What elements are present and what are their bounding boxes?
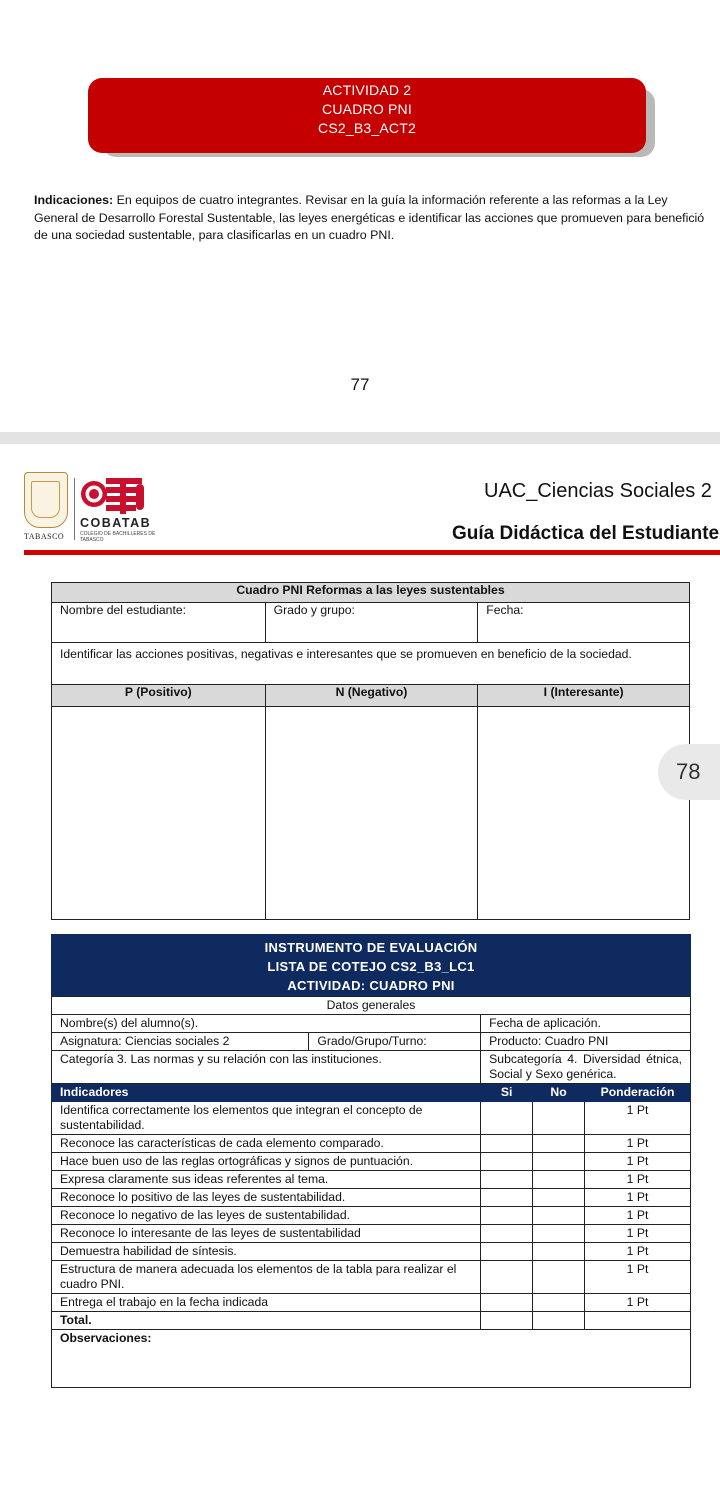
indicator-row: [52, 1102, 691, 1135]
indicator-row: [52, 1189, 691, 1207]
page-number-78: 78: [676, 759, 701, 784]
subcategory-field: Subcategoría 4. Diversidad étnica, Social y Sexo genérica.: [481, 1051, 691, 1084]
no-checkbox[interactable]: [533, 1189, 585, 1207]
negative-cell[interactable]: [265, 707, 478, 920]
interesting-cell[interactable]: [478, 707, 690, 920]
total-label: Total.: [52, 1312, 481, 1330]
indicator-text: Entrega el trabajo en la fecha indicada: [52, 1294, 481, 1312]
total-weight-cell[interactable]: [585, 1312, 691, 1330]
indicator-weight: 1 Pt: [585, 1207, 691, 1225]
indicator-weight: 1 Pt: [585, 1153, 691, 1171]
logo-separator: [74, 478, 75, 540]
guide-title: Guía Didáctica del Estudiante: [452, 523, 720, 544]
product-field: Producto: Cuadro PNI: [481, 1033, 691, 1051]
indicator-text: Reconoce las características de cada elemento comparado.: [52, 1135, 481, 1153]
no-checkbox[interactable]: [533, 1261, 585, 1294]
grade-group-shift-field[interactable]: Grado/Grupo/Turno:: [309, 1033, 481, 1051]
indicator-row: [52, 1135, 691, 1153]
indicator-text: Identifica correctamente los elementos que integran el concepto de sustentabilidad.: [52, 1102, 481, 1135]
page-77: [0, 0, 720, 432]
page-number-tab: [658, 744, 720, 800]
evaluation-table: [51, 996, 691, 1388]
indicator-row: [52, 1153, 691, 1171]
indicator-text: Reconoce lo interesante de las leyes de sustentabilidad: [52, 1225, 481, 1243]
column-positive-header: P (Positivo): [52, 685, 266, 707]
page-number-77: 77: [350, 375, 370, 394]
evaluation-title-2: LISTA DE COTEJO CS2_B3_LC1: [267, 959, 475, 974]
yes-checkbox[interactable]: [481, 1261, 533, 1294]
subject-field: Asignatura: Ciencias sociales 2: [52, 1033, 309, 1051]
indicator-text: Expresa claramente sus ideas referentes al tema.: [52, 1171, 481, 1189]
observations-field[interactable]: Observaciones:: [52, 1330, 691, 1388]
general-data-heading: Datos generales: [52, 997, 691, 1015]
pni-caption: Cuadro PNI Reformas a las leyes sustentables: [52, 583, 690, 603]
indicator-weight: 1 Pt: [585, 1261, 691, 1294]
cobatab-wordmark: COBATAB: [80, 516, 152, 530]
indicator-text: Estructura de manera adecuada los elementos de la tabla para realizar el cuadro PNI.: [52, 1261, 481, 1294]
total-no-cell[interactable]: [533, 1312, 585, 1330]
no-checkbox[interactable]: [533, 1243, 585, 1261]
indicator-text: Reconoce lo positivo de las leyes de sustentabilidad.: [52, 1189, 481, 1207]
yes-checkbox[interactable]: [481, 1171, 533, 1189]
date-field[interactable]: Fecha:: [478, 603, 690, 643]
banner-line-3: CS2_B3_ACT2: [318, 120, 416, 136]
yes-checkbox[interactable]: [481, 1153, 533, 1171]
evaluation-title-1: INSTRUMENTO DE EVALUACIÓN: [264, 940, 478, 955]
no-checkbox[interactable]: [533, 1153, 585, 1171]
indicator-text: Reconoce lo negativo de las leyes de sustentabilidad.: [52, 1207, 481, 1225]
positive-cell[interactable]: [52, 707, 266, 920]
no-checkbox[interactable]: [533, 1225, 585, 1243]
tabasco-label: TABASCO: [24, 532, 65, 541]
column-interesting-header: I (Interesante): [478, 685, 690, 707]
instructions-paragraph: [34, 192, 706, 245]
indicator-weight: 1 Pt: [585, 1243, 691, 1261]
indicator-weight: 1 Pt: [585, 1225, 691, 1243]
indicator-row: [52, 1171, 691, 1189]
no-checkbox[interactable]: [533, 1207, 585, 1225]
pni-instruction: Identificar las acciones positivas, negativas e interesantes que se promueven en beneficio de la sociedad.: [52, 643, 690, 685]
no-checkbox[interactable]: [533, 1102, 585, 1135]
page-divider: [0, 432, 720, 444]
no-checkbox[interactable]: [533, 1171, 585, 1189]
weight-header: Ponderación: [585, 1084, 691, 1102]
yes-checkbox[interactable]: [481, 1135, 533, 1153]
indicator-row: [52, 1294, 691, 1312]
instructions-text: En equipos de cuatro integrantes. Revisar en la guía la información referente a las reformas a la Ley General de Desarrollo Forestal Sustentable, las leyes energéticas e identificar las acciones que promueven para benefició de una sociedad sustentable, para clasificarlas en un cuadro PNI.: [34, 193, 705, 242]
indicator-weight: 1 Pt: [585, 1135, 691, 1153]
indicator-weight: 1 Pt: [585, 1171, 691, 1189]
total-yes-cell[interactable]: [481, 1312, 533, 1330]
indicator-weight: 1 Pt: [585, 1102, 691, 1135]
tabasco-shield-icon: [24, 472, 68, 528]
no-checkbox[interactable]: [533, 1135, 585, 1153]
yes-header: Si: [481, 1084, 533, 1102]
yes-checkbox[interactable]: [481, 1189, 533, 1207]
evaluation-header: [51, 934, 691, 996]
banner-line-1: ACTIVIDAD 2: [322, 82, 412, 98]
pni-table: [51, 582, 690, 920]
student-name-field[interactable]: Nombre del estudiante:: [52, 603, 266, 643]
banner-line-2: CUADRO PNI: [322, 101, 412, 117]
indicator-weight: 1 Pt: [585, 1294, 691, 1312]
header-red-rule: [24, 550, 720, 555]
instructions-label: Indicaciones:: [34, 193, 114, 207]
student-names-field[interactable]: Nombre(s) del alumno(s).: [52, 1015, 481, 1033]
uac-title: UAC_Ciencias Sociales 2: [484, 480, 712, 502]
application-date-field[interactable]: Fecha de aplicación.: [481, 1015, 691, 1033]
indicator-text: Hace buen uso de las reglas ortográficas y signos de puntuación.: [52, 1153, 481, 1171]
activity-banner: [88, 78, 646, 153]
indicator-row: [52, 1207, 691, 1225]
yes-checkbox[interactable]: [481, 1225, 533, 1243]
yes-checkbox[interactable]: [481, 1243, 533, 1261]
indicator-weight: 1 Pt: [585, 1189, 691, 1207]
indicator-row: [52, 1225, 691, 1243]
indicators-header: Indicadores: [52, 1084, 481, 1102]
yes-checkbox[interactable]: [481, 1207, 533, 1225]
group-field[interactable]: Grado y grupo:: [265, 603, 478, 643]
cobatab-subtitle: COLEGIO DE BACHILLERES DE TABASCO: [80, 531, 156, 543]
header-logos: [24, 472, 164, 544]
indicator-row: [52, 1243, 691, 1261]
indicator-text: Demuestra habilidad de síntesis.: [52, 1243, 481, 1261]
no-header: No: [533, 1084, 585, 1102]
cobatab-logo-icon: [80, 476, 152, 520]
indicator-row: [52, 1261, 691, 1294]
yes-checkbox[interactable]: [481, 1102, 533, 1135]
column-negative-header: N (Negativo): [265, 685, 478, 707]
yes-checkbox[interactable]: [481, 1294, 533, 1312]
no-checkbox[interactable]: [533, 1294, 585, 1312]
category-field: Categoría 3. Las normas y su relación con las instituciones.: [52, 1051, 481, 1084]
evaluation-title-3: ACTIVIDAD: CUADRO PNI: [287, 978, 455, 993]
